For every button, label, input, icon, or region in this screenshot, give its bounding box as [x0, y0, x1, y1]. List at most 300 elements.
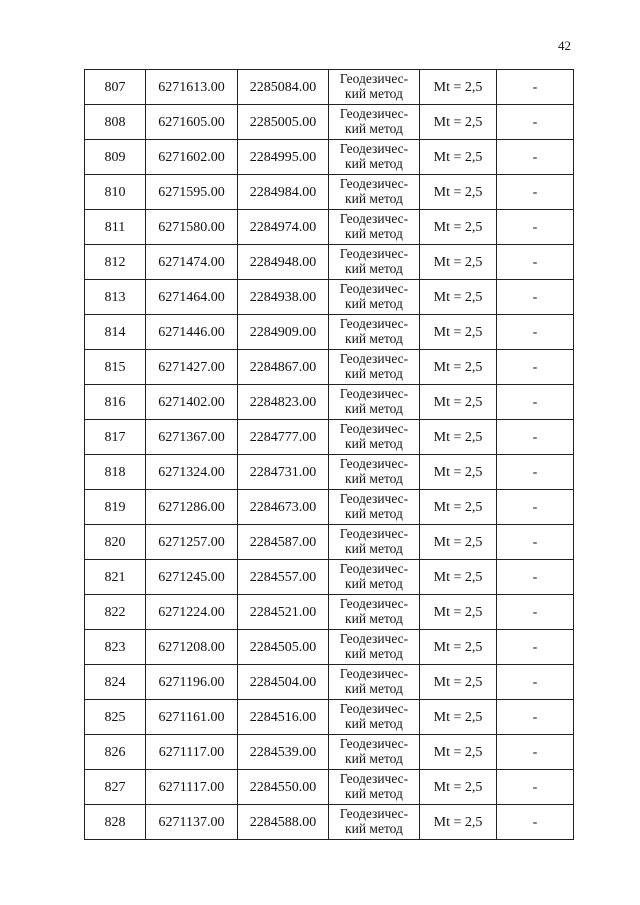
point-number-cell [85, 315, 146, 350]
method-cell [329, 805, 420, 840]
note-cell [497, 105, 574, 140]
point-number: 821 [104, 569, 126, 585]
method-text [340, 491, 408, 521]
x-coordinate-cell [146, 210, 238, 245]
method-cell [329, 770, 420, 805]
note-cell [497, 735, 574, 770]
note-value: - [532, 744, 538, 760]
method-text [340, 631, 408, 661]
method-line-1: Геодезичес- [339, 105, 409, 121]
method-cell [329, 245, 420, 280]
accuracy-cell [420, 455, 497, 490]
y-coordinate-cell [238, 630, 329, 665]
y-coordinate-cell [238, 420, 329, 455]
x-coordinate: 6271602.00 [158, 149, 225, 165]
method-line-2: кий метод [345, 85, 403, 101]
method-cell [329, 420, 420, 455]
y-coordinate-cell [238, 245, 329, 280]
x-coordinate-cell [146, 70, 238, 105]
accuracy-cell [420, 805, 497, 840]
method-cell [329, 385, 420, 420]
point-number-cell [85, 455, 146, 490]
note-cell [497, 175, 574, 210]
x-coordinate-cell [146, 140, 238, 175]
note-cell [497, 490, 574, 525]
accuracy-value: Mt = 2,5 [433, 779, 483, 795]
x-coordinate-cell [146, 105, 238, 140]
method-text [340, 701, 408, 731]
y-coordinate: 2284938.00 [249, 289, 317, 305]
y-coordinate: 2284539.00 [249, 744, 317, 760]
x-coordinate-cell [146, 665, 238, 700]
note-value: - [532, 464, 538, 480]
method-text [340, 526, 408, 556]
method-line-1: Геодезичес- [339, 70, 409, 86]
method-text [340, 806, 408, 836]
note-cell [497, 595, 574, 630]
y-coordinate-cell [238, 385, 329, 420]
method-text [340, 246, 408, 276]
accuracy-cell [420, 175, 497, 210]
point-number-cell [85, 105, 146, 140]
accuracy-cell [420, 770, 497, 805]
accuracy-value: Mt = 2,5 [433, 254, 483, 270]
method-line-2: кий метод [345, 645, 403, 661]
method-text [340, 736, 408, 766]
table-row [85, 630, 574, 665]
table-row [85, 350, 574, 385]
point-number-cell [85, 560, 146, 595]
method-line-1: Геодезичес- [339, 315, 409, 331]
accuracy-value: Mt = 2,5 [433, 79, 483, 95]
x-coordinate: 6271427.00 [158, 359, 225, 375]
table-row [85, 70, 574, 105]
x-coordinate: 6271257.00 [158, 534, 225, 550]
method-line-1: Геодезичес- [339, 420, 409, 436]
y-coordinate: 2284504.00 [249, 674, 317, 690]
method-cell [329, 595, 420, 630]
accuracy-value: Mt = 2,5 [433, 499, 483, 515]
note-value: - [532, 254, 538, 270]
note-cell [497, 350, 574, 385]
method-cell [329, 490, 420, 525]
note-cell [497, 805, 574, 840]
y-coordinate: 2284948.00 [249, 254, 317, 270]
accuracy-value: Mt = 2,5 [433, 674, 483, 690]
method-cell [329, 210, 420, 245]
x-coordinate-cell [146, 245, 238, 280]
y-coordinate-cell [238, 805, 329, 840]
point-number-cell [85, 420, 146, 455]
method-cell [329, 315, 420, 350]
method-line-1: Геодезичес- [339, 595, 409, 611]
y-coordinate: 2284550.00 [249, 779, 317, 795]
method-line-2: кий метод [345, 365, 403, 381]
page-number: 42 [558, 38, 571, 53]
method-line-2: кий метод [345, 575, 403, 591]
y-coordinate: 2284777.00 [249, 429, 317, 445]
point-number-cell [85, 805, 146, 840]
x-coordinate: 6271324.00 [158, 464, 225, 480]
accuracy-value: Mt = 2,5 [433, 604, 483, 620]
point-number-cell [85, 630, 146, 665]
x-coordinate-cell [146, 175, 238, 210]
accuracy-value: Mt = 2,5 [433, 114, 483, 130]
point-number: 809 [104, 149, 126, 165]
method-line-1: Геодезичес- [339, 385, 409, 401]
note-cell [497, 210, 574, 245]
point-number: 823 [104, 639, 126, 655]
note-value: - [532, 394, 538, 410]
note-value: - [532, 674, 538, 690]
x-coordinate: 6271474.00 [158, 254, 225, 270]
point-number: 825 [104, 709, 126, 725]
point-number: 815 [104, 359, 126, 375]
accuracy-cell [420, 560, 497, 595]
accuracy-cell [420, 140, 497, 175]
table-row [85, 315, 574, 350]
y-coordinate-cell [238, 525, 329, 560]
accuracy-cell [420, 490, 497, 525]
x-coordinate-cell [146, 770, 238, 805]
y-coordinate-cell [238, 70, 329, 105]
accuracy-value: Mt = 2,5 [433, 359, 483, 375]
x-coordinate: 6271208.00 [158, 639, 225, 655]
note-value: - [532, 79, 538, 95]
y-coordinate-cell [238, 455, 329, 490]
table-row [85, 280, 574, 315]
x-coordinate-cell [146, 595, 238, 630]
y-coordinate-cell [238, 735, 329, 770]
point-number: 818 [104, 464, 126, 480]
x-coordinate: 6271117.00 [158, 744, 225, 760]
method-line-2: кий метод [345, 785, 403, 801]
table-row [85, 105, 574, 140]
method-line-2: кий метод [345, 820, 403, 836]
method-line-2: кий метод [345, 260, 403, 276]
note-value: - [532, 324, 538, 340]
y-coordinate: 2284867.00 [249, 359, 317, 375]
point-number: 808 [104, 114, 126, 130]
note-value: - [532, 219, 538, 235]
note-cell [497, 280, 574, 315]
x-coordinate-cell [146, 280, 238, 315]
x-coordinate: 6271595.00 [158, 184, 225, 200]
x-coordinate: 6271245.00 [158, 569, 225, 585]
note-value: - [532, 814, 538, 830]
method-text [340, 106, 408, 136]
y-coordinate: 2284588.00 [249, 814, 317, 830]
y-coordinate: 2284516.00 [249, 709, 317, 725]
method-line-2: кий метод [345, 715, 403, 731]
accuracy-value: Mt = 2,5 [433, 219, 483, 235]
method-line-2: кий метод [345, 295, 403, 311]
y-coordinate: 2284984.00 [249, 184, 317, 200]
method-line-2: кий метод [345, 470, 403, 486]
x-coordinate-cell [146, 700, 238, 735]
note-cell [497, 455, 574, 490]
y-coordinate: 2284557.00 [249, 569, 317, 585]
method-text [340, 596, 408, 626]
note-value: - [532, 534, 538, 550]
table-row [85, 245, 574, 280]
accuracy-value: Mt = 2,5 [433, 429, 483, 445]
table-row [85, 700, 574, 735]
x-coordinate-cell [146, 350, 238, 385]
method-line-1: Геодезичес- [339, 630, 409, 646]
method-line-1: Геодезичес- [339, 280, 409, 296]
note-value: - [532, 289, 538, 305]
method-line-2: кий метод [345, 610, 403, 626]
y-coordinate-cell [238, 700, 329, 735]
accuracy-cell [420, 315, 497, 350]
method-line-2: кий метод [345, 540, 403, 556]
point-number-cell [85, 735, 146, 770]
accuracy-cell [420, 595, 497, 630]
method-text [340, 71, 408, 101]
y-coordinate-cell [238, 665, 329, 700]
y-coordinate-cell [238, 350, 329, 385]
table-body [85, 70, 574, 840]
point-number: 824 [104, 674, 126, 690]
y-coordinate-cell [238, 280, 329, 315]
accuracy-cell [420, 385, 497, 420]
point-number-cell [85, 350, 146, 385]
method-text [340, 771, 408, 801]
method-line-1: Геодезичес- [339, 175, 409, 191]
x-coordinate-cell [146, 315, 238, 350]
point-number: 811 [104, 219, 126, 235]
point-number-cell [85, 665, 146, 700]
point-number: 827 [104, 779, 126, 795]
table-row [85, 175, 574, 210]
table-row [85, 455, 574, 490]
method-text [340, 141, 408, 171]
x-coordinate: 6271402.00 [158, 394, 225, 410]
table-row [85, 560, 574, 595]
accuracy-cell [420, 420, 497, 455]
y-coordinate: 2284823.00 [249, 394, 317, 410]
x-coordinate-cell [146, 490, 238, 525]
method-cell [329, 105, 420, 140]
accuracy-cell [420, 350, 497, 385]
method-line-2: кий метод [345, 505, 403, 521]
accuracy-value: Mt = 2,5 [433, 324, 483, 340]
note-cell [497, 245, 574, 280]
table-row [85, 525, 574, 560]
y-coordinate: 2284521.00 [249, 604, 317, 620]
y-coordinate: 2284505.00 [249, 639, 317, 655]
point-number-cell [85, 175, 146, 210]
y-coordinate: 2284974.00 [249, 219, 317, 235]
point-number-cell [85, 280, 146, 315]
note-value: - [532, 114, 538, 130]
method-line-2: кий метод [345, 400, 403, 416]
y-coordinate-cell [238, 175, 329, 210]
note-cell [497, 385, 574, 420]
x-coordinate-cell [146, 560, 238, 595]
accuracy-cell [420, 210, 497, 245]
x-coordinate: 6271161.00 [158, 709, 225, 725]
x-coordinate: 6271464.00 [158, 289, 225, 305]
method-cell [329, 630, 420, 665]
method-line-1: Геодезичес- [339, 490, 409, 506]
method-line-1: Геодезичес- [339, 805, 409, 821]
accuracy-value: Mt = 2,5 [433, 709, 483, 725]
method-cell [329, 350, 420, 385]
method-text [340, 421, 408, 451]
point-number-cell [85, 770, 146, 805]
method-line-1: Геодезичес- [339, 525, 409, 541]
method-line-2: кий метод [345, 225, 403, 241]
method-text [340, 176, 408, 206]
method-line-2: кий метод [345, 155, 403, 171]
y-coordinate-cell [238, 210, 329, 245]
note-cell [497, 70, 574, 105]
method-text [340, 351, 408, 381]
y-coordinate: 2284731.00 [249, 464, 317, 480]
method-cell [329, 700, 420, 735]
point-number: 810 [104, 184, 126, 200]
x-coordinate: 6271580.00 [158, 219, 225, 235]
accuracy-cell [420, 735, 497, 770]
note-value: - [532, 184, 538, 200]
x-coordinate-cell [146, 525, 238, 560]
method-line-2: кий метод [345, 750, 403, 766]
accuracy-value: Mt = 2,5 [433, 744, 483, 760]
method-line-2: кий метод [345, 330, 403, 346]
y-coordinate-cell [238, 770, 329, 805]
point-number: 817 [104, 429, 126, 445]
accuracy-value: Mt = 2,5 [433, 534, 483, 550]
method-line-2: кий метод [345, 120, 403, 136]
method-text [340, 316, 408, 346]
method-cell [329, 70, 420, 105]
table-row [85, 805, 574, 840]
table-row [85, 385, 574, 420]
accuracy-cell [420, 630, 497, 665]
y-coordinate: 2284909.00 [249, 324, 317, 340]
accuracy-value: Mt = 2,5 [433, 569, 483, 585]
accuracy-value: Mt = 2,5 [433, 394, 483, 410]
table-row [85, 770, 574, 805]
y-coordinate: 2285084.00 [249, 79, 317, 95]
accuracy-value: Mt = 2,5 [433, 289, 483, 305]
x-coordinate: 6271137.00 [158, 814, 225, 830]
method-line-2: кий метод [345, 680, 403, 696]
table-row [85, 735, 574, 770]
point-number: 826 [104, 744, 126, 760]
x-coordinate-cell [146, 420, 238, 455]
table-row [85, 665, 574, 700]
method-cell [329, 560, 420, 595]
method-line-1: Геодезичес- [339, 245, 409, 261]
point-number-cell [85, 140, 146, 175]
method-line-1: Геодезичес- [339, 140, 409, 156]
point-number: 819 [104, 499, 126, 515]
method-text [340, 281, 408, 311]
x-coordinate: 6271196.00 [158, 674, 225, 690]
table-row [85, 420, 574, 455]
y-coordinate: 2284587.00 [249, 534, 317, 550]
method-line-2: кий метод [345, 435, 403, 451]
note-value: - [532, 359, 538, 375]
note-value: - [532, 429, 538, 445]
method-cell [329, 525, 420, 560]
table-row [85, 595, 574, 630]
point-number-cell [85, 490, 146, 525]
method-text [340, 386, 408, 416]
x-coordinate: 6271117.00 [158, 779, 225, 795]
x-coordinate: 6271605.00 [158, 114, 225, 130]
method-text [340, 666, 408, 696]
table-row [85, 490, 574, 525]
accuracy-cell [420, 700, 497, 735]
y-coordinate-cell [238, 105, 329, 140]
x-coordinate-cell [146, 455, 238, 490]
x-coordinate-cell [146, 385, 238, 420]
note-cell [497, 315, 574, 350]
y-coordinate-cell [238, 595, 329, 630]
point-number-cell [85, 700, 146, 735]
x-coordinate: 6271446.00 [158, 324, 225, 340]
method-text [340, 211, 408, 241]
method-line-1: Геодезичес- [339, 665, 409, 681]
point-number: 828 [104, 814, 126, 830]
point-number: 822 [104, 604, 126, 620]
accuracy-cell [420, 70, 497, 105]
method-cell [329, 455, 420, 490]
accuracy-value: Mt = 2,5 [433, 184, 483, 200]
note-value: - [532, 604, 538, 620]
note-value: - [532, 499, 538, 515]
note-cell [497, 140, 574, 175]
note-cell [497, 665, 574, 700]
method-cell [329, 140, 420, 175]
x-coordinate: 6271367.00 [158, 429, 225, 445]
point-number: 807 [104, 79, 126, 95]
method-text [340, 456, 408, 486]
accuracy-value: Mt = 2,5 [433, 149, 483, 165]
table-row [85, 210, 574, 245]
note-value: - [532, 779, 538, 795]
note-value: - [532, 569, 538, 585]
note-cell [497, 560, 574, 595]
method-line-1: Геодезичес- [339, 735, 409, 751]
method-cell [329, 735, 420, 770]
point-number-cell [85, 70, 146, 105]
x-coordinate: 6271286.00 [158, 499, 225, 515]
x-coordinate-cell [146, 805, 238, 840]
accuracy-cell [420, 105, 497, 140]
x-coordinate-cell [146, 735, 238, 770]
point-number-cell [85, 525, 146, 560]
note-value: - [532, 149, 538, 165]
accuracy-cell [420, 280, 497, 315]
note-cell [497, 700, 574, 735]
method-line-2: кий метод [345, 190, 403, 206]
point-number: 816 [104, 394, 126, 410]
method-line-1: Геодезичес- [339, 455, 409, 471]
table-row [85, 140, 574, 175]
y-coordinate-cell [238, 315, 329, 350]
accuracy-cell [420, 245, 497, 280]
point-number: 820 [104, 534, 126, 550]
note-value: - [532, 639, 538, 655]
accuracy-cell [420, 665, 497, 700]
y-coordinate: 2284673.00 [249, 499, 317, 515]
y-coordinate-cell [238, 560, 329, 595]
